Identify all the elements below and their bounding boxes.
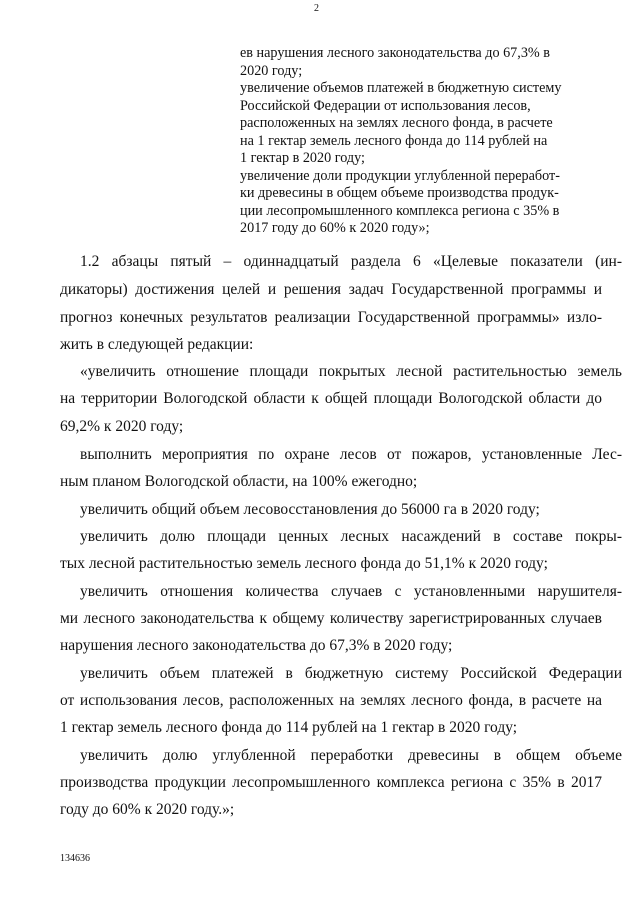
text-line: ки древесины в общем объеме производства продук- — [240, 185, 559, 201]
paragraph-line: производства продукции лесопромышленного комплекса региона с 35% в 2017 — [60, 774, 602, 791]
table-cell-text — [240, 45, 620, 238]
paragraph-line: 69,2% к 2020 году; — [60, 418, 184, 435]
paragraph-line: дикаторы) достижения целей и решения задач Государственной программы и — [60, 281, 602, 298]
paragraph-line: выполнить мероприятия по охране лесов от пожаров, установленные Лес- — [80, 446, 622, 463]
paragraph-line: 1.2 абзацы пятый – одиннадцатый раздела 6 «Целевые показатели (ин- — [80, 253, 622, 270]
paragraph-line: нарушения лесного законодательства до 67,3% в 2020 году; — [60, 637, 453, 654]
paragraph-line: ным планом Вологодской области, на 100% ежегодно; — [60, 473, 418, 490]
text-line: 2017 году до 60% к 2020 году»; — [240, 220, 430, 236]
text-line: 2020 году; — [240, 62, 303, 79]
paragraph-line: «увеличить отношение площади покрытых лесной растительностью земель — [80, 363, 622, 380]
page-number: 2 — [314, 3, 319, 14]
paragraph-line: от использования лесов, расположенных на землях лесного фонда, в расчете на — [60, 692, 602, 709]
paragraph-line: жить в следующей редакции: — [60, 336, 254, 353]
paragraph-line: увеличить объем платежей в бюджетную систему Российской Федерации — [80, 665, 622, 682]
text-line: ев нарушения лесного законодательства до 67,3% в — [240, 45, 550, 61]
paragraph-line: увеличить отношения количества случаев с установленными нарушителя- — [80, 583, 622, 600]
paragraph-line: году до 60% к 2020 году.»; — [60, 801, 235, 818]
paragraph-line: прогноз конечных результатов реализации Государственной программы» излo- — [60, 309, 602, 326]
paragraph-line: увеличить долю углубленной переработки древесины в общем объеме — [80, 747, 622, 764]
paragraph-line: увеличить общий объем лесовосстановления до 56000 га в 2020 году; — [80, 501, 540, 518]
text-line: расположенных на землях лесного фонда, в расчете — [240, 115, 553, 131]
document-code: 134636 — [60, 853, 90, 864]
paragraph-line: ми лесного законодательства к общему количеству зарегистрированных случаев — [60, 610, 602, 627]
text-line: ции лесопромышленного комплекса региона с 35% в — [240, 202, 560, 219]
paragraph-line: на территории Вологодской области к общей площади Вологодской области до — [60, 390, 602, 407]
paragraph-line: 1 гектар земель лесного фонда до 114 рублей на 1 гектар в 2020 году; — [60, 719, 518, 736]
text-line: на 1 гектар земель лесного фонда до 114 рублей на — [240, 132, 548, 149]
text-line: 1 гектар в 2020 году; — [240, 150, 365, 166]
paragraph-line: увеличить долю площади ценных лесных насаждений в составе покры- — [80, 528, 622, 545]
text-line: увеличение доли продукции углубленной переработ- — [240, 167, 560, 184]
text-line: увеличение объемов платежей в бюджетную систему — [240, 80, 562, 96]
paragraph-line: тых лесной растительностью земель лесного фонда до 51,1% к 2020 году; — [60, 555, 548, 572]
text-line: Российской Федерации от использования лесов, — [240, 97, 531, 114]
